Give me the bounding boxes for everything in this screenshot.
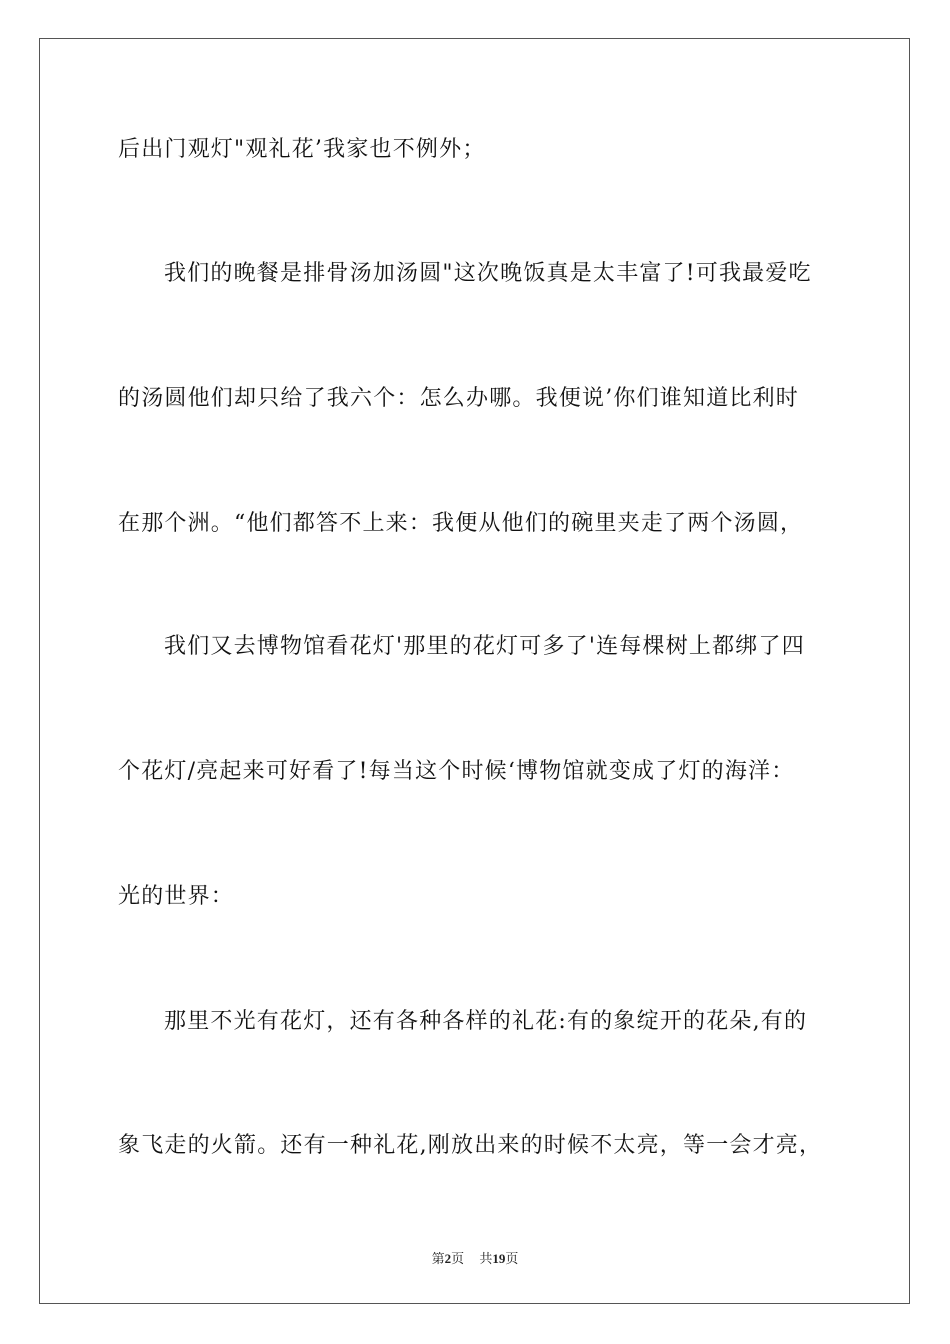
total-pages: 19 [492,1251,506,1266]
paragraph-line: 后出门观灯"观礼花’我家也不例外； [118,137,486,162]
paragraph-line: 光的世界： [118,884,235,909]
paragraph-line: 我们又去博物馆看花灯'那里的花灯可多了'连每棵树上都绑了四 [164,634,805,659]
page-prefix: 第 [431,1251,445,1266]
page-suffix: 页 [451,1251,465,1266]
page-indicator [432,1251,465,1266]
total-indicator [479,1251,518,1266]
paragraph-line: 那里不光有花灯，还有各种各样的礼花:有的象绽开的花朵,有的 [164,1009,808,1034]
paragraph-line: 的汤圆他们却只给了我六个：怎么办哪。我便说’你们谁知道比利时 [118,386,799,411]
paragraph-line: 我们的晚餐是排骨汤加汤圆"这次晚饭真是太丰富了!可我最爱吃 [164,261,812,286]
page-footer [0,1248,950,1267]
total-prefix: 共 [479,1251,493,1266]
page-number: 2 [444,1251,452,1266]
page-border [39,38,910,1304]
paragraph-line: 象飞走的火箭。还有一种礼花,刚放出来的时候不太亮，等一会才亮， [118,1133,823,1158]
total-suffix: 页 [505,1251,519,1266]
paragraph-line: 在那个洲。“他们都答不上来：我便从他们的碗里夹走了两个汤圆， [118,511,804,536]
paragraph-line: 个花灯/亮起来可好看了!每当这个时候‘博物馆就变成了灯的海洋： [118,759,795,784]
